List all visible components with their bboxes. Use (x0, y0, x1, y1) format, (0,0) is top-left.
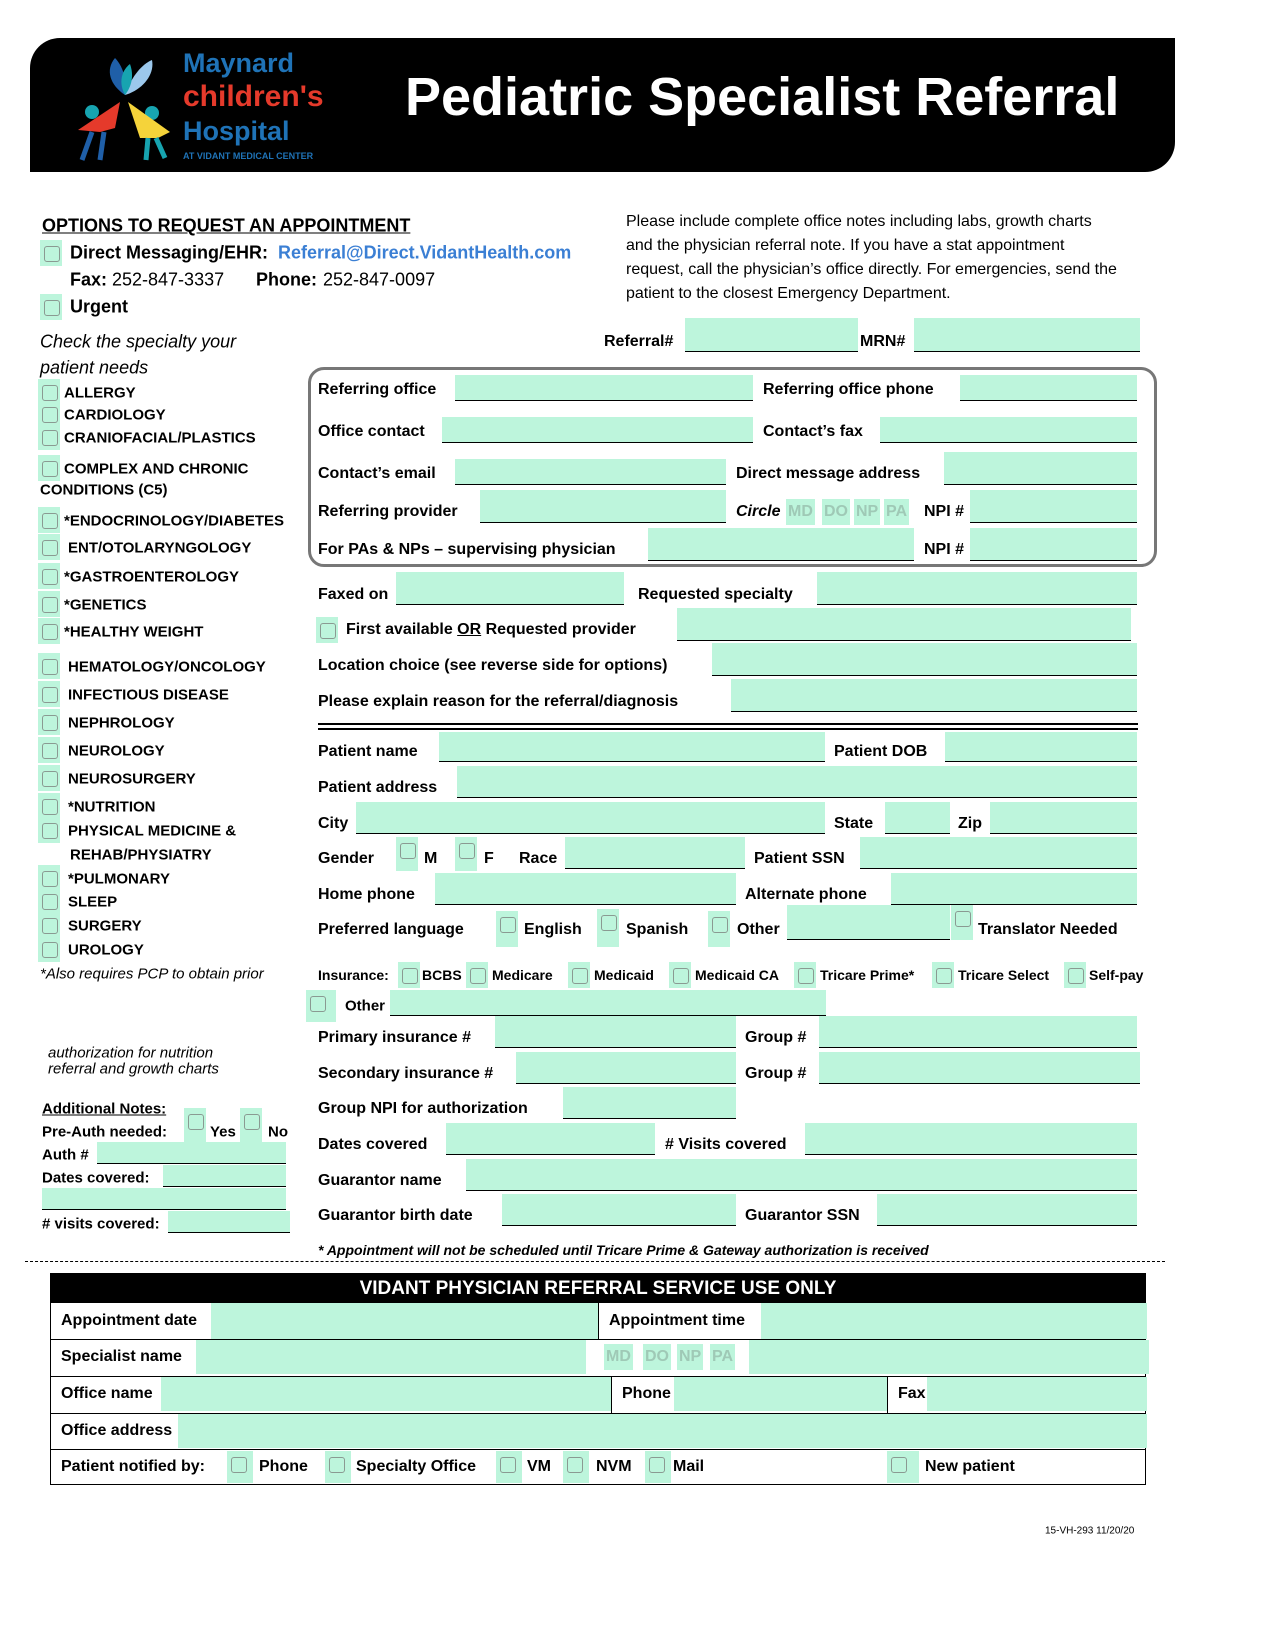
dates-covered-field[interactable] (446, 1123, 655, 1155)
requested-specialty-field[interactable] (817, 572, 1137, 605)
insurance-bcbs-label: BCBS (422, 967, 462, 983)
guarantor-ssn-label: Guarantor SSN (745, 1207, 860, 1224)
notes-dates-covered-field[interactable] (163, 1165, 286, 1187)
logo-text-maynard: Maynard (183, 48, 295, 78)
specialty-label: NEPHROLOGY (68, 714, 175, 732)
referring-provider-field[interactable] (480, 490, 726, 523)
gender-m-checkbox[interactable] (396, 837, 418, 871)
office-address-field[interactable] (178, 1414, 1147, 1448)
service-phone-field[interactable] (674, 1377, 887, 1411)
notified-mail-checkbox[interactable] (645, 1451, 671, 1483)
primary-group-field[interactable] (819, 1016, 1137, 1048)
phone-label: Phone: (256, 269, 317, 290)
language-spanish-checkbox[interactable] (597, 909, 619, 947)
specialty-checkbox-neurology[interactable] (38, 737, 60, 763)
insurance-bcbs-checkbox[interactable] (398, 962, 420, 988)
service-heading: VIDANT PHYSICIAN REFERRAL SERVICE USE ONLY (51, 1274, 1145, 1303)
alternate-phone-label: Alternate phone (745, 886, 867, 903)
office-contact-field[interactable] (442, 417, 753, 443)
or-text: OR (457, 621, 482, 638)
insurance-tricare-prime-checkbox[interactable] (794, 962, 816, 988)
state-label: State (834, 815, 874, 832)
service-credential-pa[interactable]: PA (710, 1344, 735, 1370)
specialty-label: ENT/OTOLARYNGOLOGY (68, 539, 252, 557)
secondary-group-field[interactable] (819, 1052, 1140, 1084)
specialist-name-label: Specialist name (61, 1348, 182, 1365)
credential-pa-option[interactable]: PA (884, 499, 909, 525)
specialty-label: REHAB/PHYSIATRY (70, 846, 212, 864)
patient-ssn-field[interactable] (860, 837, 1137, 869)
referring-provider-npi-field[interactable] (970, 490, 1137, 523)
service-phone-label: Phone (622, 1385, 671, 1402)
preauth-yes-checkbox[interactable] (184, 1108, 206, 1142)
preauth-label: Pre-Auth needed: (42, 1123, 168, 1141)
phone-value: 252-847-0097 (323, 269, 436, 290)
specialty-checkbox-nutrition[interactable] (38, 793, 60, 819)
new-patient-label: New patient (925, 1458, 1015, 1475)
office-name-field[interactable] (161, 1377, 611, 1411)
urgent-checkbox[interactable] (40, 294, 62, 320)
specialty-checkbox-craniofacial[interactable] (38, 424, 60, 450)
mrn-label: MRN# (860, 333, 906, 350)
patient-name-field[interactable] (439, 732, 825, 762)
notified-phone-checkbox[interactable] (227, 1451, 253, 1483)
primary-group-label: Group # (745, 1029, 807, 1046)
direct-messaging-label: Direct Messaging/EHR: (70, 242, 269, 263)
urgent-label: Urgent (70, 296, 128, 317)
language-spanish-label: Spanish (626, 921, 689, 938)
service-credential-np[interactable]: NP (677, 1344, 703, 1370)
visits-covered-field[interactable] (805, 1123, 1137, 1155)
guarantor-name-label: Guarantor name (318, 1172, 442, 1189)
direct-message-address-label: Direct message address (736, 465, 921, 482)
specialty-label: NEUROLOGY (68, 742, 165, 760)
contacts-fax-label: Contact’s fax (763, 423, 863, 440)
tricare-note: * Appointment will not be scheduled until Tricare Prime & Gateway authorization is received (318, 1242, 929, 1258)
logo-text-hospital: Hospital (183, 116, 290, 146)
preauth-no-label: No (268, 1123, 288, 1141)
office-contact-label: Office contact (318, 423, 425, 440)
gender-f-checkbox[interactable] (455, 837, 477, 871)
home-phone-field[interactable] (435, 873, 736, 905)
patient-notified-label: Patient notified by: (61, 1458, 205, 1475)
referral-number-label: Referral# (604, 333, 674, 350)
specialty-checkbox-sleep[interactable] (38, 888, 60, 914)
service-fax-label: Fax (898, 1385, 926, 1402)
notes-dates-covered-label: Dates covered: (42, 1169, 150, 1187)
guarantor-birth-date-label: Guarantor birth date (318, 1207, 473, 1224)
notified-nvm-label: NVM (596, 1458, 632, 1475)
guarantor-name-field[interactable] (466, 1159, 1137, 1191)
notified-vm-label: VM (527, 1458, 551, 1475)
row-divider (51, 1413, 1145, 1414)
first-available-label (346, 621, 636, 639)
primary-insurance-label: Primary insurance # (318, 1029, 471, 1046)
specialty-label: ALLERGY (64, 384, 136, 402)
specialty-checkbox-complex[interactable] (38, 455, 60, 481)
requested-specialty-label: Requested specialty (638, 586, 793, 603)
cut-line (25, 1261, 1165, 1262)
credential-do-option[interactable]: DO (822, 499, 850, 525)
specialty-checkbox-genetics[interactable] (38, 591, 60, 617)
location-choice-label: Location choice (see reverse side for options) (318, 657, 668, 674)
column-divider (611, 1376, 612, 1413)
specialty-label: *GASTROENTEROLOGY (64, 568, 240, 586)
contacts-fax-field[interactable] (880, 417, 1137, 443)
service-credential-do[interactable]: DO (643, 1344, 671, 1370)
specialty-label: PHYSICAL MEDICINE & (68, 822, 237, 840)
zip-field[interactable] (990, 802, 1137, 834)
npi-label: NPI # (924, 503, 965, 520)
specialty-prompt: Check the specialty your (40, 331, 237, 352)
language-other-checkbox[interactable] (708, 911, 730, 947)
office-address-label: Office address (61, 1422, 173, 1439)
guarantor-ssn-field[interactable] (877, 1194, 1137, 1226)
insurance-medicaid-label: Medicaid (594, 967, 654, 983)
specialty-checkbox-physical-medicine[interactable] (38, 817, 60, 843)
specialty-checkbox-urology[interactable] (38, 936, 60, 962)
specialty-footnote: referral and growth charts (48, 1060, 219, 1078)
direct-messaging-checkbox[interactable] (40, 240, 62, 266)
state-field[interactable] (885, 802, 950, 834)
faxed-on-label: Faxed on (318, 586, 389, 603)
specialty-label: INFECTIOUS DISEASE (68, 686, 229, 704)
service-credential-md[interactable]: MD (604, 1344, 633, 1370)
specialty-checkbox-infectious[interactable] (38, 681, 60, 707)
specialty-prompt: patient needs (40, 357, 149, 378)
patient-ssn-label: Patient SSN (754, 850, 845, 867)
service-fax-field[interactable] (927, 1377, 1147, 1411)
insurance-self-pay-checkbox[interactable] (1064, 962, 1086, 988)
direct-messaging-address[interactable]: Referral@Direct.VidantHealth.com (278, 242, 572, 263)
reason-field[interactable] (731, 679, 1137, 712)
additional-notes-heading: Additional Notes: (42, 1100, 167, 1118)
specialty-checkbox-surgery[interactable] (38, 912, 60, 938)
notified-specialty-office-label: Specialty Office (356, 1458, 477, 1475)
primary-insurance-field[interactable] (495, 1016, 736, 1048)
row-divider (51, 1449, 1145, 1450)
specialty-label: UROLOGY (68, 941, 144, 959)
insurance-other-label: Other (345, 997, 386, 1015)
direct-message-address-field[interactable] (944, 452, 1137, 485)
first-available-checkbox[interactable] (316, 617, 338, 643)
specialty-label: CONDITIONS (C5) (40, 481, 168, 499)
secondary-insurance-field[interactable] (516, 1052, 736, 1084)
credential-np-option[interactable]: NP (854, 499, 880, 525)
requested-provider-field[interactable] (677, 608, 1131, 641)
alternate-phone-field[interactable] (891, 873, 1137, 905)
group-npi-field[interactable] (563, 1087, 736, 1119)
contacts-email-label: Contact’s email (318, 465, 436, 482)
requested-provider-text: Requested provider (485, 621, 636, 638)
specialty-label: SLEEP (68, 893, 118, 911)
new-patient-checkbox[interactable] (887, 1451, 919, 1483)
fax-label: Fax: (70, 269, 108, 290)
gender-m-label: M (424, 850, 438, 867)
notified-mail-label: Mail (673, 1458, 705, 1475)
race-label: Race (519, 850, 558, 867)
preauth-yes-label: Yes (210, 1123, 236, 1141)
notified-vm-checkbox[interactable] (496, 1451, 522, 1483)
referring-office-label: Referring office (318, 381, 437, 398)
specialty-label: COMPLEX AND CHRONIC (64, 460, 249, 478)
insurance-medicaid-ca-checkbox[interactable] (669, 962, 691, 988)
specialty-checkbox-healthy-weight[interactable] (38, 618, 60, 644)
instructions-line: patient to the closest Emergency Department. (626, 285, 951, 302)
specialty-label: *NUTRITION (68, 798, 156, 816)
hospital-logo-icon (70, 50, 180, 162)
language-other-field[interactable] (787, 905, 950, 940)
referral-number-field[interactable] (685, 318, 858, 352)
specialty-label: CRANIOFACIAL/PLASTICS (64, 429, 256, 447)
supervising-physician-field[interactable] (648, 528, 914, 561)
specialty-footnote: *Also requires PCP to obtain prior (40, 965, 264, 983)
specialty-checkbox-nephrology[interactable] (38, 709, 60, 735)
referring-office-phone-label: Referring office phone (763, 381, 934, 398)
referring-provider-label: Referring provider (318, 503, 458, 520)
insurance-label: Insurance: (318, 967, 389, 983)
mrn-field[interactable] (914, 318, 1140, 352)
insurance-other-field[interactable] (390, 990, 826, 1016)
appointment-time-field[interactable] (761, 1303, 1147, 1339)
row-divider (51, 1376, 1145, 1377)
home-phone-label: Home phone (318, 886, 415, 903)
logo-text-childrens: children's (183, 80, 324, 113)
appointment-date-label: Appointment date (61, 1312, 197, 1329)
instructions-line: Please include complete office notes including labs, growth charts (626, 213, 1092, 230)
language-other-label: Other (737, 921, 780, 938)
notes-visits-covered-label: # visits covered: (42, 1215, 160, 1233)
zip-label: Zip (958, 815, 982, 832)
column-divider (598, 1303, 599, 1339)
supervising-physician-label: For PAs & NPs – supervising physician (318, 541, 616, 558)
notified-nvm-checkbox[interactable] (563, 1451, 589, 1483)
referring-office-phone-field[interactable] (960, 375, 1137, 401)
translator-needed-label: Translator Needed (978, 921, 1118, 938)
auth-number-field[interactable] (97, 1142, 286, 1164)
patient-address-label: Patient address (318, 779, 438, 796)
language-english-checkbox[interactable] (496, 911, 518, 947)
appointment-date-field[interactable] (211, 1303, 598, 1339)
patient-dob-label: Patient DOB (834, 743, 928, 760)
notes-visits-covered-field[interactable] (168, 1211, 290, 1233)
specialist-name-field[interactable] (196, 1340, 586, 1374)
specialty-checkbox-neurosurgery[interactable] (38, 765, 60, 791)
patient-name-label: Patient name (318, 743, 418, 760)
appointment-time-label: Appointment time (609, 1312, 745, 1329)
group-npi-label: Group NPI for authorization (318, 1100, 528, 1117)
specialty-label: *PULMONARY (68, 870, 170, 888)
insurance-medicaid-checkbox[interactable] (568, 962, 590, 988)
referring-office-field[interactable] (455, 375, 753, 401)
language-english-label: English (524, 921, 582, 938)
fax-value: 252-847-3337 (112, 269, 225, 290)
options-heading: OPTIONS TO REQUEST AN APPOINTMENT (42, 215, 411, 236)
city-label: City (318, 815, 349, 832)
supervising-npi-field[interactable] (970, 528, 1137, 561)
instructions-line: request, call the physician’s office directly. For emergencies, send the (626, 261, 1117, 278)
specialty-label: NEUROSURGERY (68, 770, 196, 788)
specialty-checkbox-ent[interactable] (38, 534, 60, 560)
specialty-label: SURGERY (68, 917, 142, 935)
specialty-label: CARDIOLOGY (64, 406, 166, 424)
reason-label: Please explain reason for the referral/diagnosis (318, 693, 679, 710)
specialty-footnote: authorization for nutrition (48, 1044, 214, 1062)
office-name-label: Office name (61, 1385, 153, 1402)
preferred-language-label: Preferred language (318, 921, 464, 938)
insurance-tricare-prime-label: Tricare Prime* (820, 967, 915, 983)
divider (318, 723, 1138, 725)
visits-covered-label: # Visits covered (665, 1136, 787, 1153)
specialty-checkbox-hematology[interactable] (38, 653, 60, 679)
patient-address-field[interactable] (457, 766, 1137, 798)
logo-text-subtitle: AT VIDANT MEDICAL CENTER (183, 151, 314, 161)
npi-label: NPI # (924, 541, 965, 558)
gender-label: Gender (318, 850, 375, 867)
notified-specialty-office-checkbox[interactable] (325, 1451, 351, 1483)
translator-needed-checkbox[interactable] (951, 905, 973, 940)
secondary-group-label: Group # (745, 1065, 807, 1082)
faxed-on-field[interactable] (396, 572, 624, 605)
specialty-label: *GENETICS (64, 596, 147, 614)
form-code: 15-VH-293 11/20/20 (1045, 1525, 1135, 1537)
instructions-line: and the physician referral note. If you have a stat appointment (626, 237, 1065, 254)
circle-label: Circle (736, 503, 781, 520)
insurance-tricare-select-checkbox[interactable] (932, 962, 954, 988)
location-choice-field[interactable] (712, 643, 1137, 676)
notes-dates-covered-field-2[interactable] (42, 1188, 286, 1210)
row-divider (51, 1339, 1145, 1340)
insurance-self-pay-label: Self-pay (1089, 967, 1144, 983)
first-available-text: First available (346, 621, 453, 638)
preauth-no-checkbox[interactable] (240, 1108, 262, 1142)
insurance-other-checkbox[interactable] (306, 990, 336, 1022)
insurance-tricare-select-label: Tricare Select (958, 967, 1050, 983)
column-divider (887, 1376, 888, 1413)
race-field[interactable] (565, 837, 745, 869)
credential-md-option[interactable]: MD (786, 499, 815, 525)
divider (318, 728, 1138, 730)
specialist-credentials-field[interactable] (749, 1340, 1149, 1374)
secondary-insurance-label: Secondary insurance # (318, 1065, 494, 1082)
insurance-medicaid-ca-label: Medicaid CA (695, 967, 780, 983)
city-field[interactable] (356, 802, 825, 834)
referral-service-section (50, 1273, 1146, 1485)
guarantor-birth-date-field[interactable] (502, 1194, 736, 1226)
patient-dob-field[interactable] (945, 732, 1137, 762)
contacts-email-field[interactable] (455, 459, 726, 485)
specialty-label: HEMATOLOGY/ONCOLOGY (68, 658, 266, 676)
specialty-label: *ENDOCRINOLOGY/DIABETES (64, 512, 285, 530)
auth-number-label: Auth # (42, 1146, 89, 1164)
notified-phone-label: Phone (259, 1458, 308, 1475)
dates-covered-label: Dates covered (318, 1136, 428, 1153)
specialty-label: *HEALTHY WEIGHT (64, 623, 204, 641)
gender-f-label: F (484, 850, 494, 867)
specialty-checkbox-endocrinology[interactable] (38, 507, 60, 533)
specialty-checkbox-gastro[interactable] (38, 563, 60, 589)
insurance-medicare-checkbox[interactable] (466, 962, 488, 988)
insurance-medicare-label: Medicare (492, 967, 553, 983)
page-title: Pediatric Specialist Referral (405, 67, 1120, 127)
